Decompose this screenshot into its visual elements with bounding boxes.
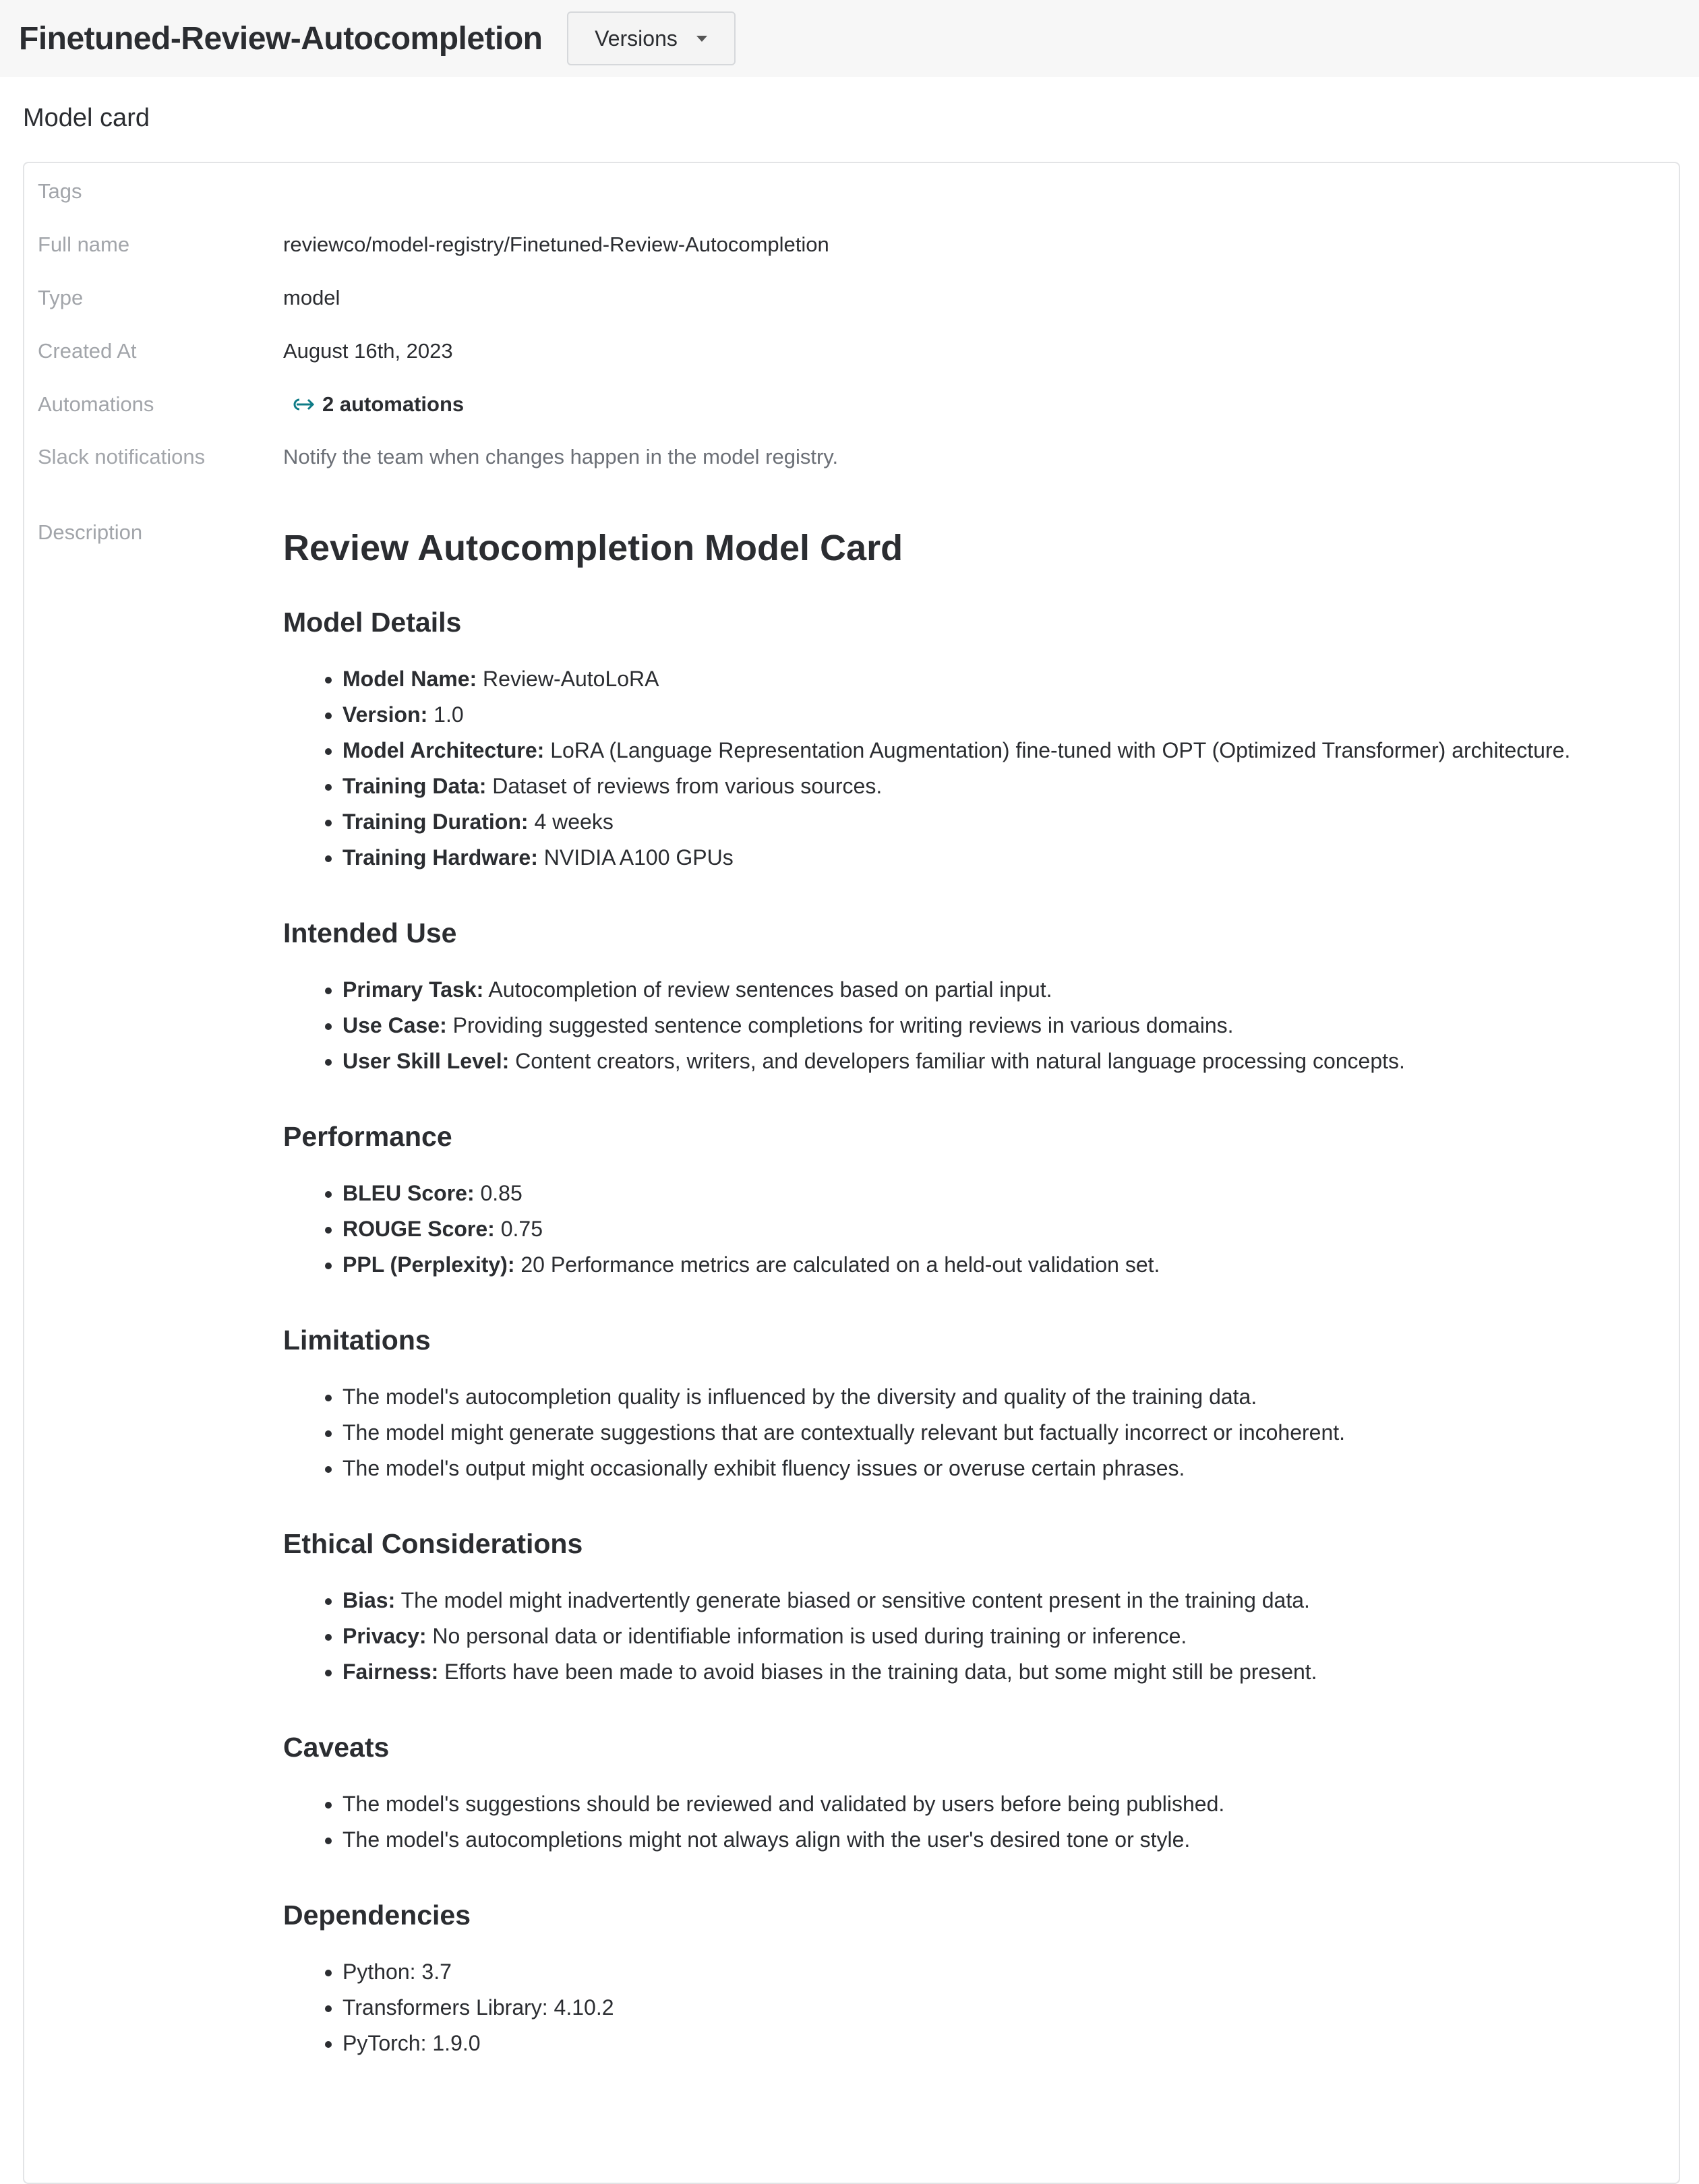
item-label: Bias: [342,1588,396,1612]
item-label: Version: [342,702,428,727]
chevron-down-icon [696,36,707,42]
description-content [283,527,1659,2103]
section-list [283,972,1659,1079]
section-heading: Ethical Considerations [283,1528,583,1559]
list-item [342,2026,1659,2061]
item-text: The model's autocompletion quality is influenced by the diversity and quality of the training data. [342,1385,1257,1409]
list-item [342,1954,1659,1990]
item-text: 4 weeks [528,810,614,834]
item-text: Efforts have been made to avoid biases in the training data, but some might still be present. [438,1660,1317,1684]
item-label: Primary Task: [342,977,484,1002]
item-label: Training Data: [342,774,487,798]
list-item [342,768,1659,804]
field-label: Automations [38,392,154,416]
list-item [342,1176,1659,1211]
model-card [23,162,1680,2184]
field-label: Slack notifications [38,445,206,468]
section-heading: Dependencies [283,1900,471,1931]
field-label: Description [38,520,143,544]
automations-link[interactable] [291,392,464,417]
versions-dropdown[interactable] [567,11,736,65]
item-label: Use Case: [342,1013,447,1037]
item-text: Review-AutoLoRA [477,667,659,691]
item-text: The model might generate suggestions that are contextually relevant but factually incorrect or incoherent. [342,1420,1346,1445]
type-value: model [283,286,340,309]
item-label: User Skill Level: [342,1049,510,1073]
section-list [283,1583,1659,1690]
item-text: Autocompletion of review sentences based on partial input. [483,977,1052,1002]
item-text: Python: 3.7 [342,1960,452,1984]
list-item [342,733,1659,768]
item-text: PyTorch: 1.9.0 [342,2031,481,2055]
list-item [342,804,1659,840]
description-title: Review Autocompletion Model Card [283,528,903,568]
list-item [342,1043,1659,1079]
section-heading: Model Details [283,607,462,638]
section-heading: Caveats [283,1732,390,1763]
section-list [283,1176,1659,1283]
list-item [342,661,1659,697]
item-text: The model might inadvertently generate biased or sensitive content present in the training data. [395,1588,1310,1612]
versions-label: Versions [595,26,678,51]
list-item [342,1415,1659,1451]
item-text: Dataset of reviews from various sources. [486,774,883,798]
item-text: LoRA (Language Representation Augmentation) fine-tuned with OPT (Optimized Transformer) architecture. [544,738,1571,762]
list-item [342,1379,1659,1415]
section-list [283,1786,1659,1858]
section-heading: Limitations [283,1325,431,1356]
list-item [342,1451,1659,1486]
field-label: Tags [38,179,82,203]
item-text: 0.75 [494,1217,543,1241]
item-text: NVIDIA A100 GPUs [537,845,734,870]
list-item [342,1008,1659,1043]
list-item [342,697,1659,733]
section-list [283,1379,1659,1486]
item-text: 0.85 [474,1181,523,1205]
field-label: Created At [38,339,137,363]
item-label: Training Hardware: [342,845,538,870]
item-label: Privacy: [342,1624,427,1648]
list-item [342,972,1659,1008]
link-arrow-icon [291,396,316,413]
item-label: Model Architecture: [342,738,545,762]
item-text: Providing suggested sentence completions for writing reviews in various domains. [446,1013,1234,1037]
item-text: 20 Performance metrics are calculated on a held-out validation set. [514,1252,1160,1277]
field-label: Full name [38,233,130,256]
item-label: Training Duration: [342,810,529,834]
automations-count: 2 automations [322,392,465,416]
item-text: The model's output might occasionally exhibit fluency issues or overuse certain phrases. [342,1456,1185,1480]
list-item [342,1654,1659,1690]
item-text: Content creators, writers, and developers familiar with natural language processing concepts. [509,1049,1405,1073]
section-list [283,661,1659,876]
slack-value: Notify the team when changes happen in the model registry. [283,445,839,468]
list-item [342,1583,1659,1618]
field-label: Type [38,286,84,309]
item-text: The model's autocompletions might not always align with the user's desired tone or style. [342,1827,1191,1852]
list-item [342,1211,1659,1247]
item-text: The model's suggestions should be reviewed and validated by users before being published. [342,1792,1225,1816]
section-heading: Performance [283,1121,452,1152]
section-heading: Intended Use [283,917,457,948]
created-at-value: August 16th, 2023 [283,339,453,363]
item-label: ROUGE Score: [342,1217,495,1241]
item-label: Model Name: [342,667,477,691]
item-text: 1.0 [427,702,464,727]
page-title: Finetuned-Review-Autocompletion [19,20,543,57]
list-item [342,1618,1659,1654]
page-header [0,0,1699,77]
item-label: PPL (Perplexity): [342,1252,515,1277]
list-item [342,1822,1659,1858]
item-label: BLEU Score: [342,1181,475,1205]
list-item [342,1247,1659,1283]
list-item [342,840,1659,876]
full-name-value: reviewco/model-registry/Finetuned-Review-Autocompletion [283,233,829,256]
item-text: Transformers Library: 4.10.2 [342,1995,614,2020]
section-title: Model card [23,104,150,132]
list-item [342,1786,1659,1822]
item-text: No personal data or identifiable information is used during training or inference. [426,1624,1187,1648]
section-list [283,1954,1659,2061]
list-item [342,1990,1659,2026]
item-label: Fairness: [342,1660,439,1684]
